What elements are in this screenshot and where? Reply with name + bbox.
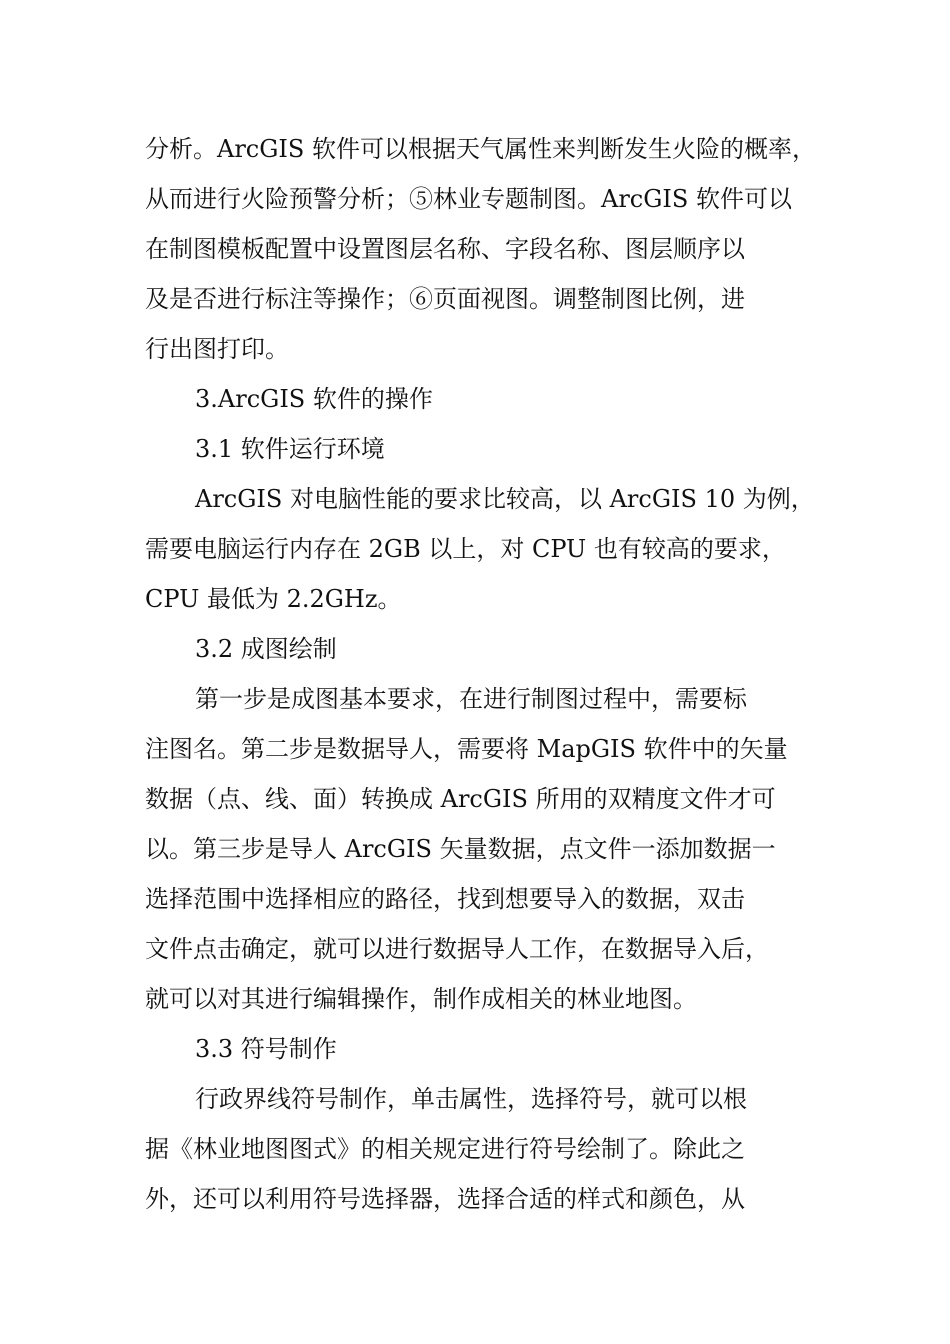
text-line-17: 文件点击确定，就可以进行数据导人工作，在数据导入后， xyxy=(145,935,769,963)
text-line-14: 数据（点、线、面）转换成 ArcGIS 所用的双精度文件才可 xyxy=(145,785,776,813)
text-line-22: 外，还可以利用符号选择器，选择合适的样式和颜色，从 xyxy=(145,1185,745,1213)
section-heading-3: 3.ArcGIS 软件的操作 xyxy=(195,385,433,413)
text-line-21: 据《林业地图图式》的相关规定进行符号绘制了。除此之 xyxy=(145,1135,745,1163)
text-line-1: 分析。ArcGIS 软件可以根据天气属性来判断发生火险的概率， xyxy=(145,135,816,163)
text-line-4: 及是否进行标注等操作；⑥页面视图。调整制图比例，进 xyxy=(145,285,745,313)
text-line-10: CPU 最低为 2.2GHz。 xyxy=(145,585,402,613)
text-line-18: 就可以对其进行编辑操作，制作成相关的林业地图。 xyxy=(145,985,697,1013)
section-heading-3-2: 3.2 成图绘制 xyxy=(195,635,337,663)
text-line-9: 需要电脑运行内存在 2GB 以上，对 CPU 也有较高的要求， xyxy=(145,535,786,563)
text-line-2: 从而进行火险预警分析；⑤林业专题制图。ArcGIS 软件可以 xyxy=(145,185,792,213)
text-line-20: 行政界线符号制作，单击属性，选择符号，就可以根 xyxy=(195,1085,747,1113)
text-line-12: 第一步是成图基本要求，在进行制图过程中，需要标 xyxy=(195,685,747,713)
text-line-15: 以。第三步是导人 ArcGIS 矢量数据，点文件一添加数据一 xyxy=(145,835,776,863)
section-heading-3-1: 3.1 软件运行环境 xyxy=(195,435,385,463)
text-line-8: ArcGIS 对电脑性能的要求比较高，以 ArcGIS 10 为例， xyxy=(195,485,815,513)
section-heading-3-3: 3.3 符号制作 xyxy=(195,1035,337,1063)
text-line-13: 注图名。第二步是数据导人，需要将 MapGIS 软件中的矢量 xyxy=(145,735,788,763)
text-line-3: 在制图模板配置中设置图层名称、字段名称、图层顺序以 xyxy=(145,235,745,263)
text-line-5: 行出图打印。 xyxy=(145,335,289,363)
text-line-16: 选择范围中选择相应的路径，找到想要导入的数据，双击 xyxy=(145,885,745,913)
